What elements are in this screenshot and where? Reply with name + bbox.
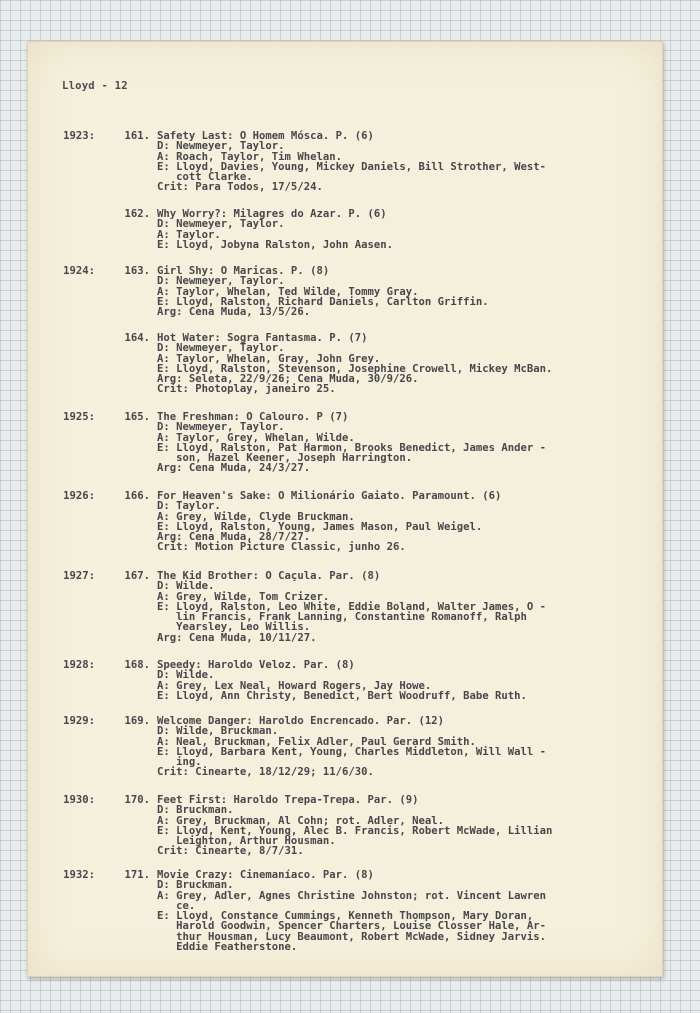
detail-line: A: Grey, Bruckman, Al Cohn; rot. Adler, Neal. xyxy=(157,814,445,827)
detail-line: Harold Goodwin, Spencer Charters, Louise Closser Hale, Ar- xyxy=(157,920,547,933)
detail-line: Arg: Seleta, 22/9/26; Cena Muda, 30/9/26. xyxy=(157,373,419,386)
detail-line: Yearsley, Leo Willis. xyxy=(157,621,311,634)
detail-line: Eddie Featherstone. xyxy=(157,941,298,954)
detail-line: E: Lloyd, Jobyna Ralston, John Aasen. xyxy=(157,238,393,251)
entry-title: Safety Last: O Homem Mósca. P. (6) xyxy=(157,130,374,142)
entry-year: 1926: xyxy=(63,490,95,502)
entry-details xyxy=(157,880,546,952)
entry-year: 1927: xyxy=(63,570,95,582)
detail-line: lin Francis, Frank Lanning, Constantine Romanoff, Ralph xyxy=(157,611,527,624)
entry-number: 166. xyxy=(124,490,150,502)
detail-line: E: Lloyd, Barbara Kent, Young, Charles Middleton, Will Wall - xyxy=(157,745,547,758)
entry-details xyxy=(157,501,482,552)
detail-line: Crit: Photoplay, janeiro 25. xyxy=(157,383,336,396)
detail-line: Crit: Motion Picture Classic, junho 26. xyxy=(157,541,406,554)
entry-number: 171. xyxy=(124,869,150,881)
detail-line: Crit: Cinearte, 18/12/29; 11/6/30. xyxy=(157,766,374,779)
detail-line: thur Housman, Lucy Beaumont, Robert McWade, Sidney Jarvis. xyxy=(157,930,547,943)
entry-number: 165. xyxy=(124,411,150,423)
entry-number: 162. xyxy=(124,208,150,220)
detail-line: E: Lloyd, Ann Christy, Benedict, Bert Woodruff, Babe Ruth. xyxy=(157,689,527,702)
detail-line: E: Lloyd, Ralston, Pat Harmon, Brooks Benedict, James Ander - xyxy=(157,441,547,454)
detail-line: cott Clarke. xyxy=(157,171,253,184)
detail-line: D: Wilde. xyxy=(157,580,215,593)
entry-year: 1929: xyxy=(63,715,95,727)
entry-year: 1932: xyxy=(63,869,95,881)
entry-title: Welcome Danger: Haroldo Encrencado. Par. (12) xyxy=(157,715,445,727)
entry-year: 1928: xyxy=(63,659,95,671)
entry-year: 1923: xyxy=(63,130,95,142)
detail-line: Crit: Para Todos, 17/5/24. xyxy=(157,181,323,194)
detail-line: D: Bruckman. xyxy=(157,879,234,892)
detail-line: ing. xyxy=(157,756,202,769)
entry-details xyxy=(157,141,546,192)
detail-line: A: Taylor. xyxy=(157,228,221,241)
detail-line: Arg: Cena Muda, 10/11/27. xyxy=(157,631,317,644)
detail-line: E: Lloyd, Kent, Young, Alec B. Francis, Robert McWade, Lillian xyxy=(157,824,553,837)
detail-line: D: Bruckman. xyxy=(157,804,234,817)
entry-year: 1924: xyxy=(63,265,95,277)
detail-line: A: Taylor, Grey, Whelan, Wilde. xyxy=(157,431,355,444)
detail-line: A: Grey, Lex Neal, Howard Rogers, Jay Howe. xyxy=(157,679,432,692)
entry-title: Girl Shy: O Maricas. P. (8) xyxy=(157,265,330,277)
detail-line: E: Lloyd, Ralston, Leo White, Eddie Boland, Walter James, O - xyxy=(157,600,547,613)
detail-line: Arg: Cena Muda, 13/5/26. xyxy=(157,306,311,319)
detail-line: D: Newmeyer, Taylor. xyxy=(157,140,285,153)
entry-details xyxy=(157,343,552,394)
entry-details xyxy=(157,670,527,701)
entry-number: 169. xyxy=(124,715,150,727)
entry-title: The Kid Brother: O Caçula. Par. (8) xyxy=(157,570,381,582)
entry-number: 167. xyxy=(124,570,150,582)
entry-title: For Heaven's Sake: O Milionário Gaiato. Paramount. (6) xyxy=(157,490,502,502)
detail-line: Arg: Cena Muda, 28/7/27. xyxy=(157,531,311,544)
detail-line: D: Wilde, Bruckman. xyxy=(157,725,279,738)
detail-line: A: Grey, Wilde, Clyde Bruckman. xyxy=(157,510,355,523)
entry-title: Speedy: Haroldo Veloz. Par. (8) xyxy=(157,659,355,671)
detail-line: E: Lloyd, Ralston, Richard Daniels, Carlton Griffin. xyxy=(157,295,489,308)
entry-number: 170. xyxy=(124,794,150,806)
detail-line: son, Hazel Keener, Joseph Harrington. xyxy=(157,452,413,465)
detail-line: Crit: Cinearte, 8/7/31. xyxy=(157,845,304,858)
detail-line: E: Lloyd, Ralston, Young, James Mason, Paul Weigel. xyxy=(157,520,483,533)
entry-details xyxy=(157,276,489,317)
entry-details xyxy=(157,219,393,250)
entry-details xyxy=(157,726,546,777)
detail-line: Leighton, Arthur Housman. xyxy=(157,835,336,848)
detail-line: E: Lloyd, Davies, Young, Mickey Daniels, Bill Strother, West- xyxy=(157,160,547,173)
detail-line: Arg: Cena Muda, 24/3/27. xyxy=(157,462,311,475)
detail-line: D: Newmeyer, Taylor. xyxy=(157,218,285,231)
entry-number: 164. xyxy=(124,332,150,344)
detail-line: D: Newmeyer, Taylor. xyxy=(157,342,285,355)
detail-line: A: Grey, Wilde, Tom Crizer. xyxy=(157,590,330,603)
detail-line: E: Lloyd, Constance Cummings, Kenneth Thompson, Mary Doran, xyxy=(157,910,534,923)
entry-title: Hot Water: Sogra Fantasma. P. (7) xyxy=(157,332,368,344)
entry-title: Movie Crazy: Cinemaníaco. Par. (8) xyxy=(157,869,374,881)
entry-number: 163. xyxy=(124,265,150,277)
detail-line: D: Newmeyer, Taylor. xyxy=(157,421,285,434)
entry-year: 1930: xyxy=(63,794,95,806)
detail-line: E: Lloyd, Ralston, Stevenson, Josephine Crowell, Mickey McBan. xyxy=(157,362,553,375)
detail-line: A: Grey, Adler, Agnes Christine Johnston; rot. Vincent Lawren xyxy=(157,889,547,902)
entry-title: The Freshman: O Calouro. P (7) xyxy=(157,411,349,423)
detail-line: D: Wilde. xyxy=(157,669,215,682)
entry-details xyxy=(157,581,546,643)
detail-line: A: Roach, Taylor, Tim Whelan. xyxy=(157,150,342,163)
detail-line: ce. xyxy=(157,899,196,912)
entry-year: 1925: xyxy=(63,411,95,423)
detail-line: A: Neal, Bruckman, Felix Adler, Paul Gerard Smith. xyxy=(157,735,476,748)
entry-number: 161. xyxy=(124,130,150,142)
page-header: Lloyd - 12 xyxy=(62,80,128,92)
entry-title: Feet First: Haroldo Trepa-Trepa. Par. (9) xyxy=(157,794,419,806)
detail-line: A: Taylor, Whelan, Ted Wilde, Tommy Gray. xyxy=(157,285,419,298)
detail-line: D: Taylor. xyxy=(157,500,221,513)
entry-number: 168. xyxy=(124,659,150,671)
detail-line: D: Newmeyer, Taylor. xyxy=(157,275,285,288)
entry-title: Why Worry?: Milagres do Azar. P. (6) xyxy=(157,208,387,220)
entry-details xyxy=(157,805,552,856)
detail-line: A: Taylor, Whelan, Gray, John Grey. xyxy=(157,352,381,365)
entry-details xyxy=(157,422,546,473)
